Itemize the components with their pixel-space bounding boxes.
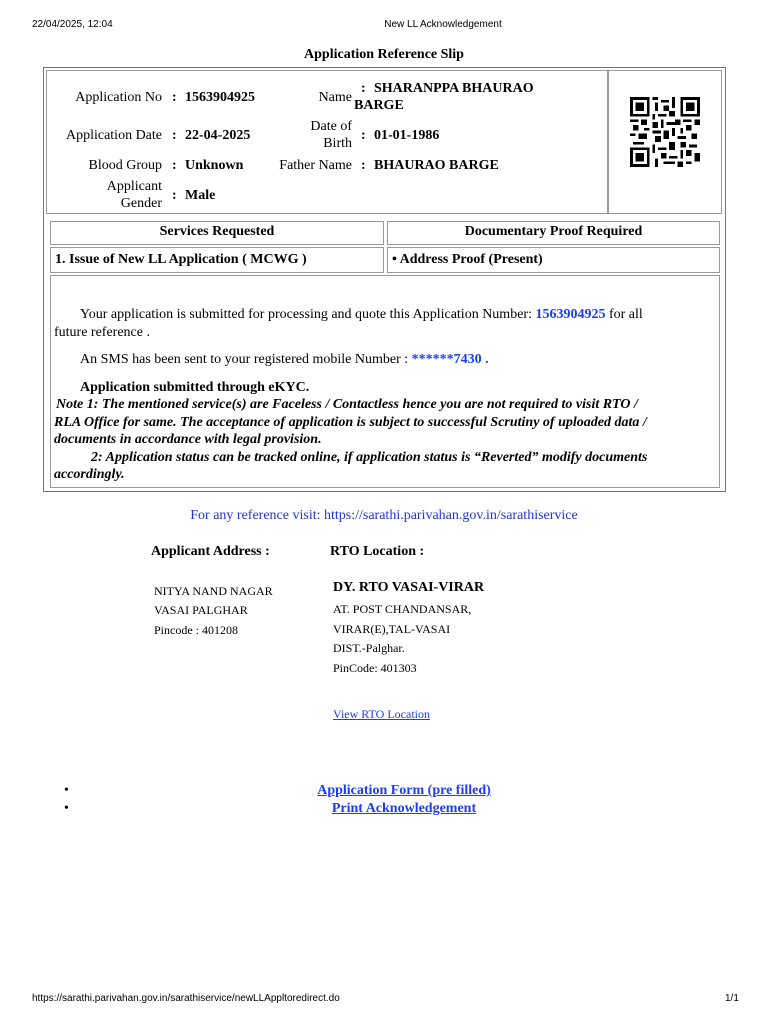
application-form-link[interactable]: Application Form (pre filled): [317, 783, 491, 798]
note1-line1: Note 1: The mentioned service(s) are Faceless / Contactless hence you are not required to visit RTO /: [56, 397, 638, 412]
rto-pincode: PinCode: 401303: [333, 661, 417, 675]
services-table: [50, 219, 720, 274]
ekyc-text: Application submitted through eKYC.: [80, 380, 310, 395]
print-datetime: 22/04/2025, 12:04: [32, 19, 113, 30]
note2-line1: 2: Application status can be tracked online, if application status is “Reverted” modify documents: [91, 450, 648, 465]
dob-colon: :: [361, 128, 366, 143]
print-header: [0, 19, 768, 33]
blood-group-colon: :: [172, 158, 177, 173]
note2-line2: accordingly.: [54, 467, 125, 482]
gender-label-2: Gender: [120, 196, 162, 211]
app-no-label: Application No: [75, 90, 162, 105]
slip-box: [43, 67, 726, 492]
blood-group-label: Blood Group: [88, 158, 162, 173]
address-line-2: VASAI PALGHAR: [154, 603, 248, 617]
father-name-label: Father Name: [279, 158, 352, 173]
note1-line2: RLA Office for same. The acceptance of application is subject to successful Scrutiny of uploaded data /: [54, 415, 647, 430]
sms-message: [80, 351, 489, 368]
documentary-proof-header: Documentary Proof Required: [387, 221, 720, 245]
app-date-label: Application Date: [65, 128, 162, 143]
qr-code-icon: [630, 97, 700, 167]
dob-label-2: Birth: [323, 136, 352, 151]
dob-value: 01-01-1986: [374, 128, 440, 143]
print-doc-title: New LL Acknowledgement: [384, 19, 502, 30]
father-name-value: BHAURAO BARGE: [374, 158, 499, 173]
submitted-message: [80, 306, 643, 323]
bullet-2: •: [64, 801, 69, 816]
name-value-line2: BARGE: [354, 98, 404, 113]
rto-line-2: VIRAR(E),TAL-VASAI: [333, 622, 451, 636]
gender-colon: :: [172, 188, 177, 203]
submitted-app-number: 1563904925: [535, 307, 606, 322]
submitted-text: Your application is submitted for processing and quote this Application Number:: [80, 307, 532, 322]
service-item: 1. Issue of New LL Application ( MCWG ): [50, 247, 384, 273]
rto-location-heading: RTO Location :: [330, 544, 425, 559]
proof-item: • Address Proof (Present): [387, 247, 720, 273]
services-requested-header: Services Requested: [50, 221, 384, 245]
applicant-info: [46, 70, 608, 214]
print-acknowledgement-link[interactable]: Print Acknowledgement: [331, 801, 477, 816]
bullet-1: •: [64, 783, 69, 798]
future-reference-text: future reference .: [54, 325, 150, 340]
reference-link-line[interactable]: For any reference visit: https://sarathi.parivahan.gov.in/sarathiservice: [190, 508, 578, 523]
dob-label-1: Date of: [310, 119, 352, 134]
app-date-value: 22-04-2025: [185, 128, 251, 143]
applicant-address-heading: Applicant Address :: [151, 544, 270, 559]
name-colon: :: [361, 81, 366, 96]
app-no-colon: :: [172, 90, 177, 105]
message-panel: [50, 275, 720, 488]
print-url: https://sarathi.parivahan.gov.in/sarathiservice/newLLAppltoredirect.do: [32, 993, 340, 1004]
sms-mobile-number: ******7430 .: [411, 352, 489, 367]
father-name-colon: :: [361, 158, 366, 173]
name-value-line1: SHARANPPA BHAURAO: [374, 81, 534, 96]
rto-line-3: DIST.-Palghar.: [333, 641, 405, 655]
blood-group-value: Unknown: [185, 158, 244, 173]
address-line-1: NITYA NAND NAGAR: [154, 584, 273, 598]
rto-line-1: AT. POST CHANDANSAR,: [333, 602, 472, 616]
rto-name: DY. RTO VASAI-VIRAR: [333, 580, 485, 595]
note1-line3: documents in accordance with legal provision.: [54, 432, 322, 447]
sms-text: An SMS has been sent to your registered mobile Number :: [80, 352, 409, 367]
view-rto-location-link[interactable]: View RTO Location: [333, 707, 430, 721]
app-date-colon: :: [172, 128, 177, 143]
app-no-value: 1563904925: [185, 90, 255, 105]
gender-value: Male: [185, 188, 216, 203]
name-label: Name: [318, 90, 352, 105]
slip-title: Application Reference Slip: [304, 47, 464, 62]
address-pincode: Pincode : 401208: [154, 623, 238, 637]
submitted-text-end: for all: [608, 307, 643, 322]
print-page-number: 1/1: [725, 993, 739, 1004]
gender-label-1: Applicant: [106, 179, 162, 194]
